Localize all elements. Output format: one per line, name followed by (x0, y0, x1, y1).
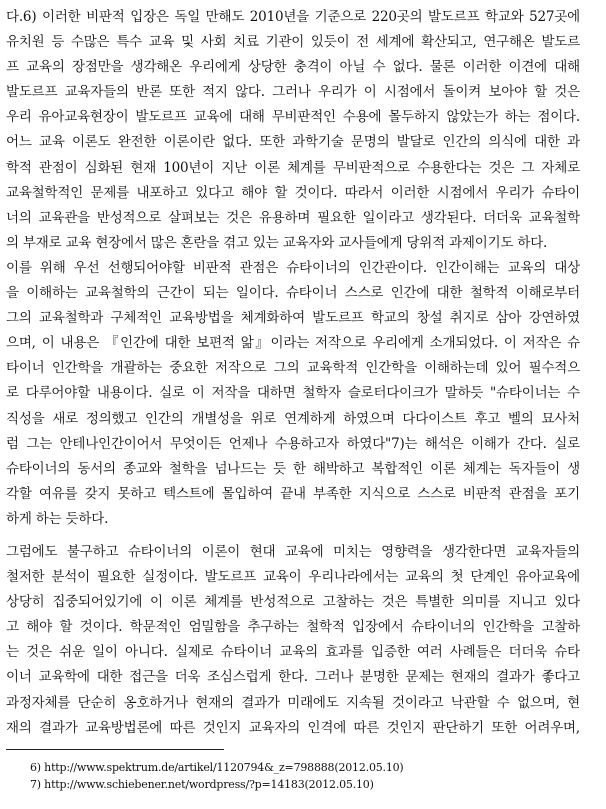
text-line: 상당히 집중되어있기에 이 이론 체계를 반성적으로 고찰하는 것은 특별한 의미를 지니고 있다 (6, 594, 580, 611)
text-line: 프 교육의 장점만을 생각해온 우리에게 상당한 충격이 아닐 수 없다. 물론 이러한 이견에 대해 (6, 59, 580, 76)
paragraph-1 (6, 5, 580, 256)
footnote-7: 7) http://www.schiebener.net/wordpress/?p=14183(2012.05.10) (30, 778, 374, 791)
text-line: 는 것은 쉬운 일이 아니다. 실제로 슈타이너 교육의 효과를 입증한 여러 사례들은 더더욱 슈타 (6, 644, 580, 661)
text-line: 을 이해하는 교육철학의 근간이 되는 일이다. 슈타이너 스스로 인간에 대한 철학적 이해로부터 (6, 285, 580, 302)
text-line: 과정자체를 단순히 옹호하거나 현재의 결과가 미래에도 지속될 것이라고 낙관할 수 없으며, 현 (6, 694, 580, 711)
text-line: 하게 하는 듯하다. (6, 510, 109, 527)
text-line: 학적 관점이 심화된 현재 100년이 지난 이론 체계를 무비판적으로 수용한다는 것은 그 자체로 (6, 159, 580, 176)
text-line: 그럼에도 불구하고 슈타이너의 이론이 현대 교육에 미치는 영향력을 생각한다면 교육자들의 (6, 544, 580, 560)
text-line: 럼 그는 안테나인간이어서 무엇이든 언제나 수용하고자 하였다"7)는 해석은 이해가 간다. 실로 (6, 435, 580, 452)
text-line: 고 해야 할 것이다. 학문적인 엄밀함을 추구하는 철학적 입장에서 슈타이너의 인간학을 고찰하 (6, 619, 580, 636)
footnote-6: 6) http://www.spektrum.de/artikel/1120794&_z=798888(2012.05.10) (30, 761, 404, 774)
text-line: 재의 결과가 교육방법론에 따른 것인지 교육자의 인격에 따른 것인지 판단하기 또한 어려우며, (6, 719, 580, 736)
text-line: 발도르프 교육자들의 반론 또한 적지 않다. 그러나 우리가 이 시점에서 돌이켜 보아야 할 것은 (6, 84, 580, 101)
text-line: 슈타이너의 동서의 종교와 철학을 넘나드는 듯 한 해박하고 복합적인 이론 체계는 독자들이 생 (6, 460, 580, 477)
text-line: 다.6) 이러한 비판적 입장은 독일 만해도 2010년을 기준으로 220곳의 발도르프 학교와 527곳에 (6, 9, 580, 25)
text-line: 교육철학적인 문제를 내포하고 있다고 해야 할 것이다. 따라서 이러한 시점에서 우리가 슈타이 (6, 184, 580, 201)
text-line: 이너 교육학에 대한 접근을 더욱 조심스럽게 한다. 그러나 분명한 문제는 현재의 결과가 좋다고 (6, 669, 580, 686)
text-line: 우리 유아교육현장이 발도르프 교육에 대해 무비판적인 수용에 몰두하지 않았는가 하는 점이다. (6, 109, 580, 126)
text-line: 유치원 등 수많은 특수 교육 및 사회 치료 기관이 있듯이 전 세계에 확산되고, 연구해온 발도르 (6, 34, 580, 51)
text-line: 타이너 인간학을 개괄하는 중요한 저작으로 그의 교육학적 인간학을 이해하는데 있어 필수적으 (6, 360, 580, 377)
paragraph-2 (6, 256, 580, 532)
text-line: 어느 교육 이론도 완전한 이론이란 없다. 또한 과학기술 문명의 발달로 인간의 의식에 대한 과 (6, 134, 580, 151)
text-line: 그의 교육철학과 구체적인 교육방법을 체계화하여 발도르프 학교의 창설 취지로 삼아 강연하였 (6, 310, 580, 327)
text-line: 너의 교육관을 반성적으로 살펴보는 것은 유용하며 필요한 일이라고 생각된다. 더더욱 교육철학 (6, 209, 580, 226)
text-line: 의 부재로 교육 현장에서 많은 혼란을 겪고 있는 교육자와 교사들에게 당위적 과제이기도 하다. (6, 234, 548, 251)
text-line: 직성을 새로 정의했고 인간의 개별성을 위로 연계하게 하였으며 다다이스트 후고 벨의 묘사처 (6, 410, 580, 427)
footnote-divider (6, 749, 224, 750)
text-line: 철저한 분석이 필요한 실정이다. 발도르프 교육이 우리나라에서는 교육의 첫 단계인 유아교육에 (6, 569, 580, 586)
text-line: 이를 위해 우선 선행되어야할 비판적 관점은 슈타이너의 인간관이다. 인간이해는 교육의 대상 (6, 260, 580, 276)
paragraph-3 (6, 540, 580, 741)
text-line: 으며, 이 내용은 『인간에 대한 보편적 앎』이라는 저작으로 우리에게 소개되었다. 이 저작은 슈 (6, 335, 580, 352)
text-line: 로 다루어야할 내용이다. 실로 이 저작을 대하면 철학자 슬로터다이크가 말하듯 "슈타이너는 수 (6, 385, 580, 402)
text-line: 각할 여유를 갖지 못하고 텍스트에 몰입하여 끝내 부족한 지식으로 스스로 비판적 관점을 포기 (6, 485, 580, 502)
